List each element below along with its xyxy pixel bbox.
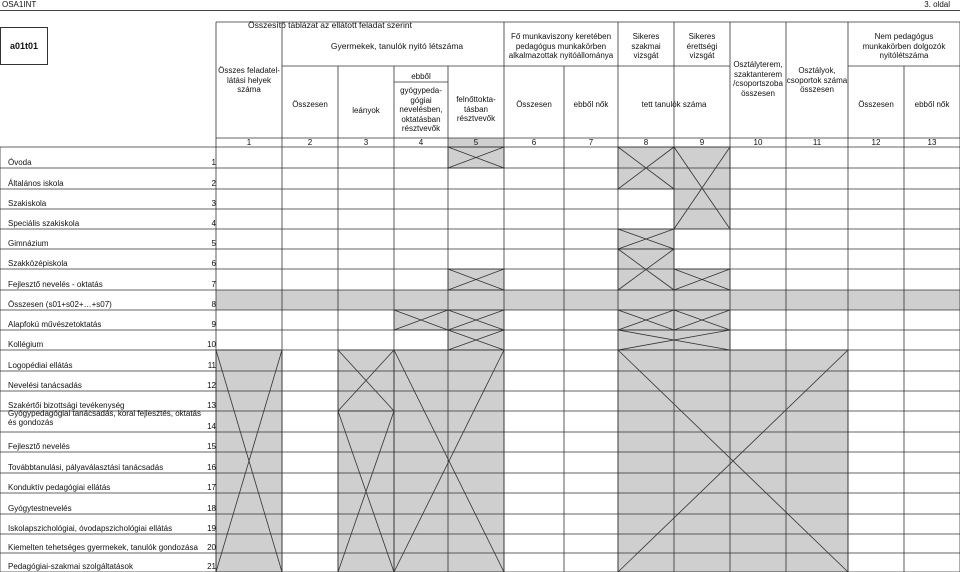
- column-number-9: 9: [699, 138, 705, 147]
- row-number-8: 8: [211, 300, 216, 309]
- col11-header: Osztályok, csoportok száma összesen: [786, 66, 848, 94]
- column-number-12: 12: [871, 138, 881, 147]
- row-number-20: 20: [207, 543, 216, 552]
- column-number-10: 10: [753, 138, 763, 147]
- row-number-15: 15: [207, 442, 216, 451]
- row-label-21: Pedagógiai-szakmai szolgáltatások: [8, 562, 133, 571]
- column-number-3: 3: [363, 138, 369, 147]
- row-label-5: Gimnázium: [8, 239, 49, 248]
- row-label-13: Szakértői bizottsági tevékenység: [8, 401, 125, 410]
- col6-header: Összesen: [516, 100, 552, 109]
- col5-header: felnőttokta- tásban résztvevők: [456, 95, 496, 123]
- col1-header: Összes feladatel- látási helyek száma: [218, 66, 280, 94]
- ebbol-header: ebből: [411, 72, 431, 81]
- column-number-7: 7: [588, 138, 594, 147]
- column-number-6: 6: [531, 138, 537, 147]
- row-label-6: Szakközépiskola: [8, 259, 68, 268]
- row-number-6: 6: [211, 259, 216, 268]
- nonped-group-header: Nem pedagógus munkakörben dolgozók nyitólétszáma: [862, 32, 946, 60]
- row-label-15: Fejlesztő nevelés: [8, 442, 70, 451]
- row-label-4: Speciális szakiskola: [8, 219, 80, 228]
- row-label-10: Kollégium: [8, 340, 44, 349]
- row-label-11: Logopédiai ellátás: [8, 361, 73, 370]
- row-number-16: 16: [207, 463, 216, 472]
- row-number-18: 18: [207, 504, 216, 513]
- row-label-17: Konduktív pedagógiai ellátás: [8, 483, 111, 492]
- row-label-16: Továbbtanulási, pályaválasztási tanácsadás: [8, 463, 164, 472]
- total-row-shade: [216, 290, 960, 310]
- row-number-11: 11: [207, 361, 216, 370]
- col13-header: ebből nők: [914, 100, 950, 109]
- page-number: 3. oldal: [924, 0, 950, 9]
- row-label-12: Nevelési tanácsadás: [8, 381, 82, 390]
- row-number-2: 2: [211, 179, 216, 188]
- table-title: Összesítő táblázat az ellátott feladat szerint: [248, 20, 412, 30]
- sikeres-erettsegi-header: Sikeres érettségi vizsgát: [686, 32, 718, 60]
- table-code: a01t01: [0, 27, 48, 65]
- row-label-14: Gyógypedagógiai tanácsadás, korai fejlesztés, oktatás és gondozás: [8, 409, 202, 427]
- column-number-13: 13: [927, 138, 937, 147]
- col3-header: leányok: [352, 106, 380, 115]
- row-number-1: 1: [211, 158, 216, 167]
- row-label-18: Gyógytestnevelés: [8, 504, 72, 513]
- tett-tanulok-header: tett tanulók száma: [641, 100, 707, 109]
- column-number-2: 2: [307, 138, 313, 147]
- row-number-9: 9: [211, 320, 216, 329]
- row-label-7: Fejlesztő nevelés - oktatás: [8, 280, 103, 289]
- row-number-7: 7: [211, 280, 216, 289]
- row-number-4: 4: [211, 219, 216, 228]
- row-number-3: 3: [211, 199, 216, 208]
- col10-header: Osztályterem, szaktanterem /csoportszoba összesen: [733, 60, 783, 98]
- children-group-header: Gyermekek, tanulók nyitó létszáma: [330, 41, 464, 51]
- form-code-label: OSA1INT: [2, 0, 37, 9]
- column-number-11: 11: [812, 138, 822, 147]
- col7-header: ebből nők: [573, 100, 609, 109]
- sikeres-szakmai-header: Sikeres szakmai vizsgát: [631, 32, 661, 60]
- row-label-1: Óvoda: [8, 158, 32, 167]
- row-label-3: Szakiskola: [8, 199, 47, 208]
- col12-header: Összesen: [858, 100, 894, 109]
- column-number-1: 1: [246, 138, 252, 147]
- row-label-19: Iskolapszichológiai, óvodapszichológiai ellátás: [8, 524, 173, 533]
- column-number-4: 4: [418, 138, 424, 147]
- column-number-8: 8: [643, 138, 649, 147]
- row-number-17: 17: [207, 483, 216, 492]
- column-number-5: 5: [473, 138, 479, 147]
- row-number-5: 5: [211, 239, 216, 248]
- row-number-19: 19: [207, 524, 216, 533]
- row-label-2: Általános iskola: [8, 179, 64, 188]
- row-number-21: 21: [207, 562, 216, 571]
- row-label-20: Kiemelten tehetséges gyermekek, tanulók gondozása: [8, 543, 198, 552]
- teachers-group-header: Fő munkaviszony keretében pedagógus munkakörben alkalmazottak nyitóállománya: [508, 32, 614, 60]
- row-number-12: 12: [207, 381, 216, 390]
- row-number-14: 14: [207, 422, 216, 431]
- row-number-10: 10: [207, 340, 216, 349]
- col2-header: Összesen: [292, 100, 328, 109]
- col4-header: gyógypeda- gógiai nevelésben, oktatásban résztvevők: [399, 86, 443, 133]
- row-number-13: 13: [207, 401, 216, 410]
- row-label-9: Alapfokú művészetoktatás: [8, 320, 102, 329]
- row-label-8: Összesen (s01+s02+…+s07): [8, 300, 112, 309]
